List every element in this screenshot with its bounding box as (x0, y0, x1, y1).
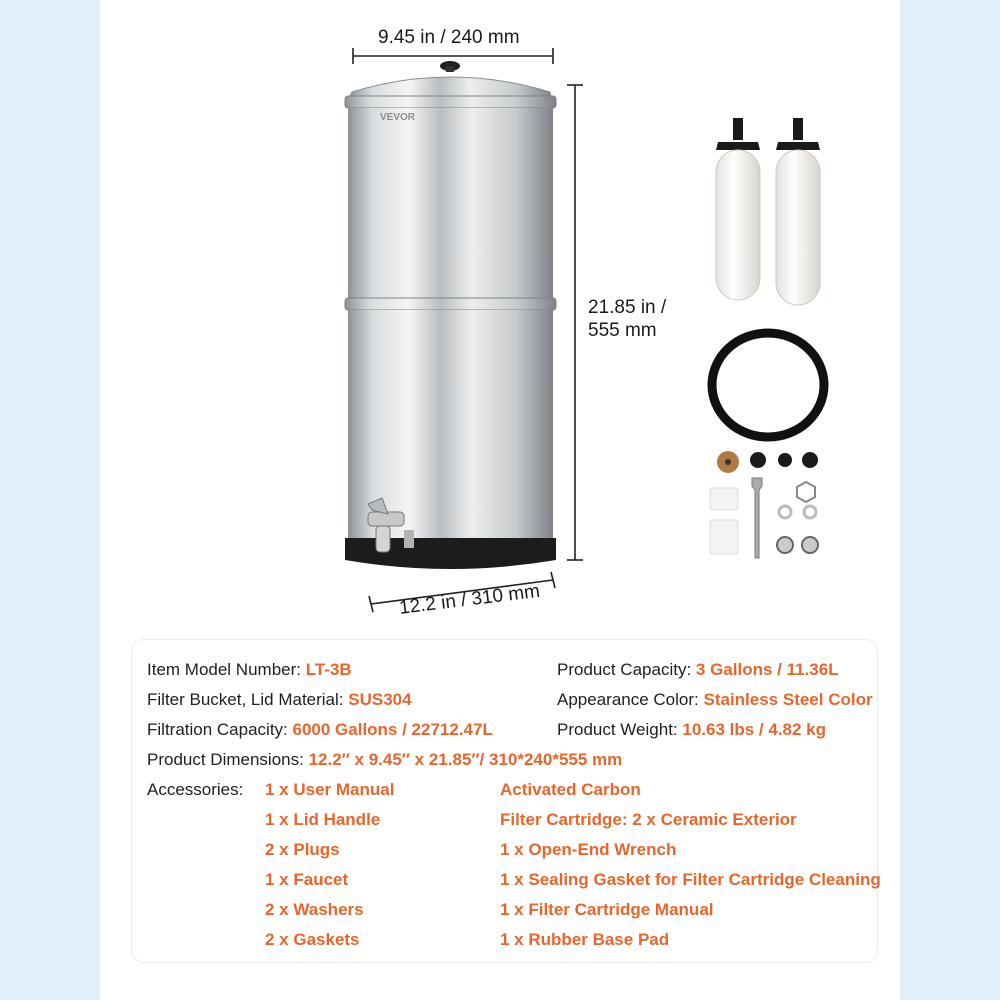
spec-color-value: Stainless Steel Color (703, 690, 873, 709)
spec-dimensions (147, 750, 622, 770)
accessory-item: 2 x Plugs (265, 840, 340, 859)
accessory-item: 1 x Filter Cartridge Manual (500, 900, 714, 919)
spec-weight-label: Product Weight: (557, 720, 683, 739)
water-filter-body (345, 61, 556, 569)
accessory-item: 2 x Gaskets (265, 930, 360, 949)
accessory-item: 2 x Washers (265, 900, 364, 919)
spec-filtration (147, 720, 493, 740)
spec-material-value: SUS304 (348, 690, 412, 709)
spec-material (147, 690, 412, 710)
accessory-item: Activated Carbon (500, 780, 641, 799)
spec-color (557, 690, 873, 710)
spec-capacity-label: Product Capacity: (557, 660, 696, 679)
spec-weight-value: 10.63 lbs / 4.82 kg (682, 720, 827, 739)
accessory-item: 1 x Lid Handle (265, 810, 381, 829)
height-label-line2: 555 mm (588, 320, 657, 341)
spec-dimensions-value: 12.2′′ x 9.45′′ x 21.85′′/ 310*240*555 mm (308, 750, 623, 769)
spec-model-label: Item Model Number: (147, 660, 306, 679)
top-width-label: 9.45 in / 240 mm (378, 27, 520, 48)
spec-filtration-label: Filtration Capacity: (147, 720, 293, 739)
accessory-item: 1 x Open-End Wrench (500, 840, 677, 859)
svg-text:VEVOR: VEVOR (380, 112, 416, 123)
accessory-item: 1 x Faucet (265, 870, 349, 889)
accessory-item: 1 x Rubber Base Pad (500, 930, 670, 949)
filter-cartridges (716, 118, 820, 305)
spec-model-value: LT-3B (305, 660, 352, 679)
accessories-label: Accessories: (147, 780, 244, 799)
spec-filtration-value: 6000 Gallons / 22712.47L (292, 720, 493, 739)
spec-material-label: Filter Bucket, Lid Material: (147, 690, 349, 709)
accessory-item: 1 x Sealing Gasket for Filter Cartridge Cleaning (500, 870, 881, 889)
spec-model (147, 660, 352, 680)
spec-weight (557, 720, 826, 740)
height-arrow (567, 85, 583, 560)
spec-capacity-value: 3 Gallons / 11.36L (695, 660, 839, 679)
spec-color-label: Appearance Color: (557, 690, 704, 709)
small-parts (710, 451, 818, 558)
bottom-width-label: 12.2 in / 310 mm (398, 580, 542, 619)
specs-card (132, 640, 881, 962)
accessory-item: 1 x User Manual (265, 780, 395, 799)
sealing-gasket (712, 333, 824, 437)
height-label-line1: 21.85 in / (588, 297, 667, 318)
accessory-item: Filter Cartridge: 2 x Ceramic Exterior (500, 810, 797, 829)
spec-capacity (557, 660, 839, 680)
spec-dimensions-label: Product Dimensions: (147, 750, 309, 769)
